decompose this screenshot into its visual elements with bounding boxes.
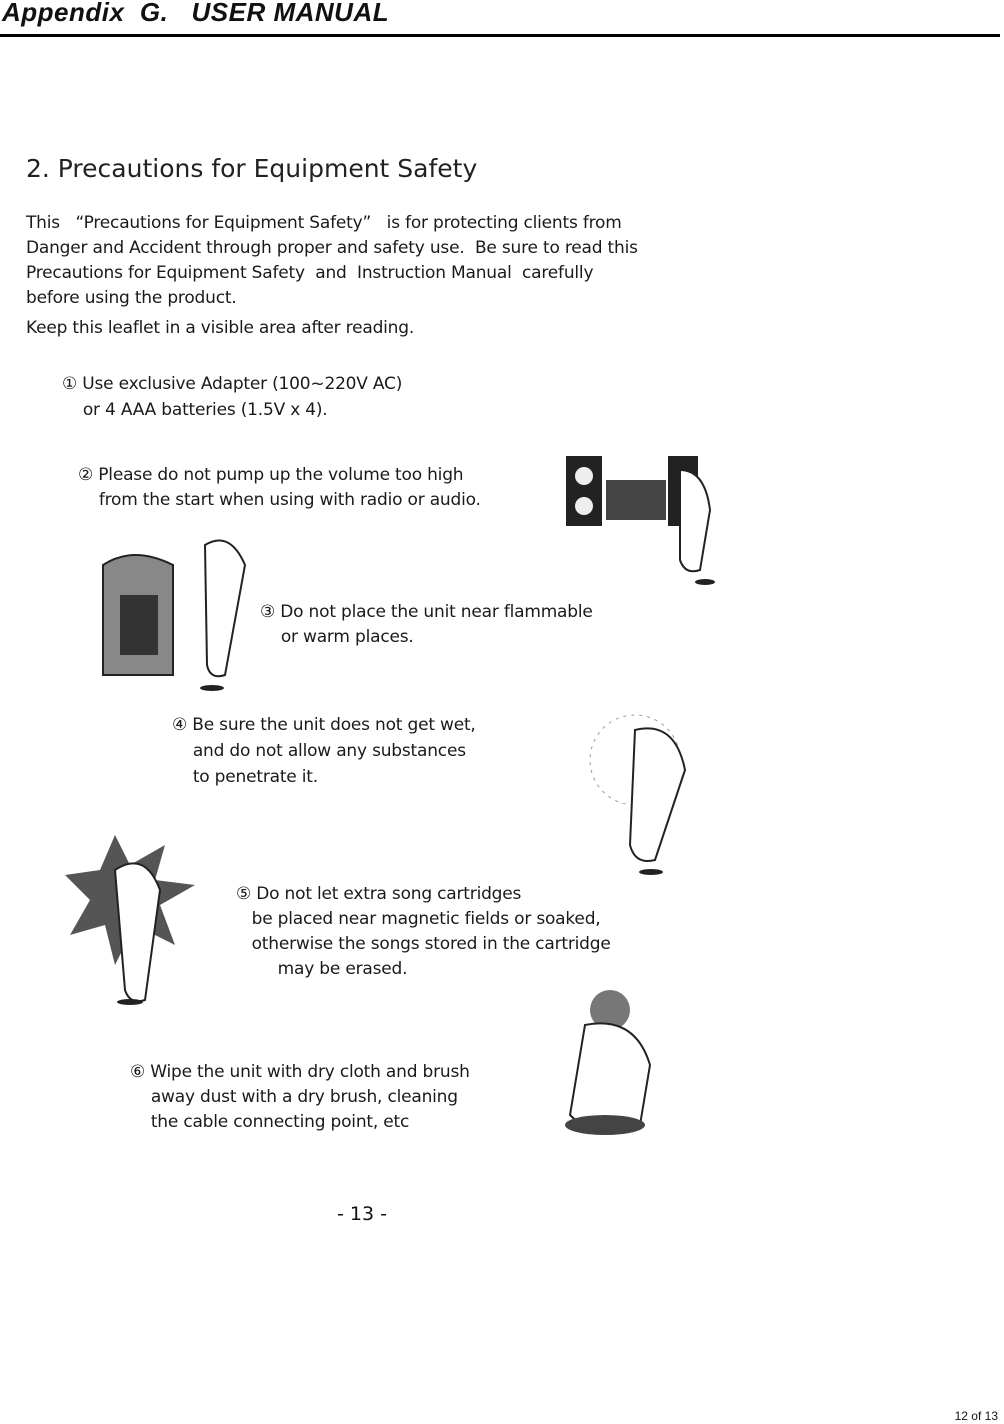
item-3-line: or warm places.	[260, 627, 414, 647]
water-splash-illustration	[555, 700, 715, 880]
item-5-line: may be erased.	[236, 959, 408, 979]
item-6-line: ⑥ Wipe the unit with dry cloth and brush	[130, 1062, 470, 1082]
item-4-line: and do not allow any substances	[172, 741, 466, 761]
footer-page-count: 12 of 13	[954, 1409, 998, 1423]
item-1-line: or 4 AAA batteries (1.5V x 4).	[62, 400, 328, 420]
heater-illustration	[95, 525, 265, 695]
item-4-line: ④ Be sure the unit does not get wet,	[172, 715, 476, 735]
keep-note: Keep this leaflet in a visible area after reading.	[26, 318, 415, 338]
item-6-line: the cable connecting point, etc	[130, 1112, 410, 1132]
item-2-line: from the start when using with radio or audio.	[78, 490, 481, 510]
cleaning-illustration	[540, 985, 700, 1175]
item-6-line: away dust with a dry brush, cleaning	[130, 1087, 458, 1107]
audio-speaker-illustration	[560, 450, 730, 590]
intro-line: Danger and Accident through proper and safety use. Be sure to read this	[26, 238, 638, 258]
intro-line: Precautions for Equipment Safety and Instruction Manual carefully	[26, 263, 594, 283]
item-4-line: to penetrate it.	[172, 767, 318, 787]
magnetic-field-illustration	[65, 825, 235, 1010]
intro-line: This “Precautions for Equipment Safety” is for protecting clients from	[26, 213, 622, 233]
header-rule	[0, 34, 1000, 37]
item-3-line: ③ Do not place the unit near flammable	[260, 602, 593, 622]
intro-line: before using the product.	[26, 288, 237, 308]
appendix-header: Appendix G. USER MANUAL	[2, 0, 390, 27]
page-number: - 13 -	[337, 1203, 387, 1225]
section-title: 2. Precautions for Equipment Safety	[26, 154, 478, 183]
item-5-line: ⑤ Do not let extra song cartridges	[236, 884, 522, 904]
item-5-line: be placed near magnetic fields or soaked,	[236, 909, 601, 929]
item-2-line: ② Please do not pump up the volume too high	[78, 465, 464, 485]
item-5-line: otherwise the songs stored in the cartridge	[236, 934, 611, 954]
item-1-line: ① Use exclusive Adapter (100~220V AC)	[62, 374, 403, 394]
